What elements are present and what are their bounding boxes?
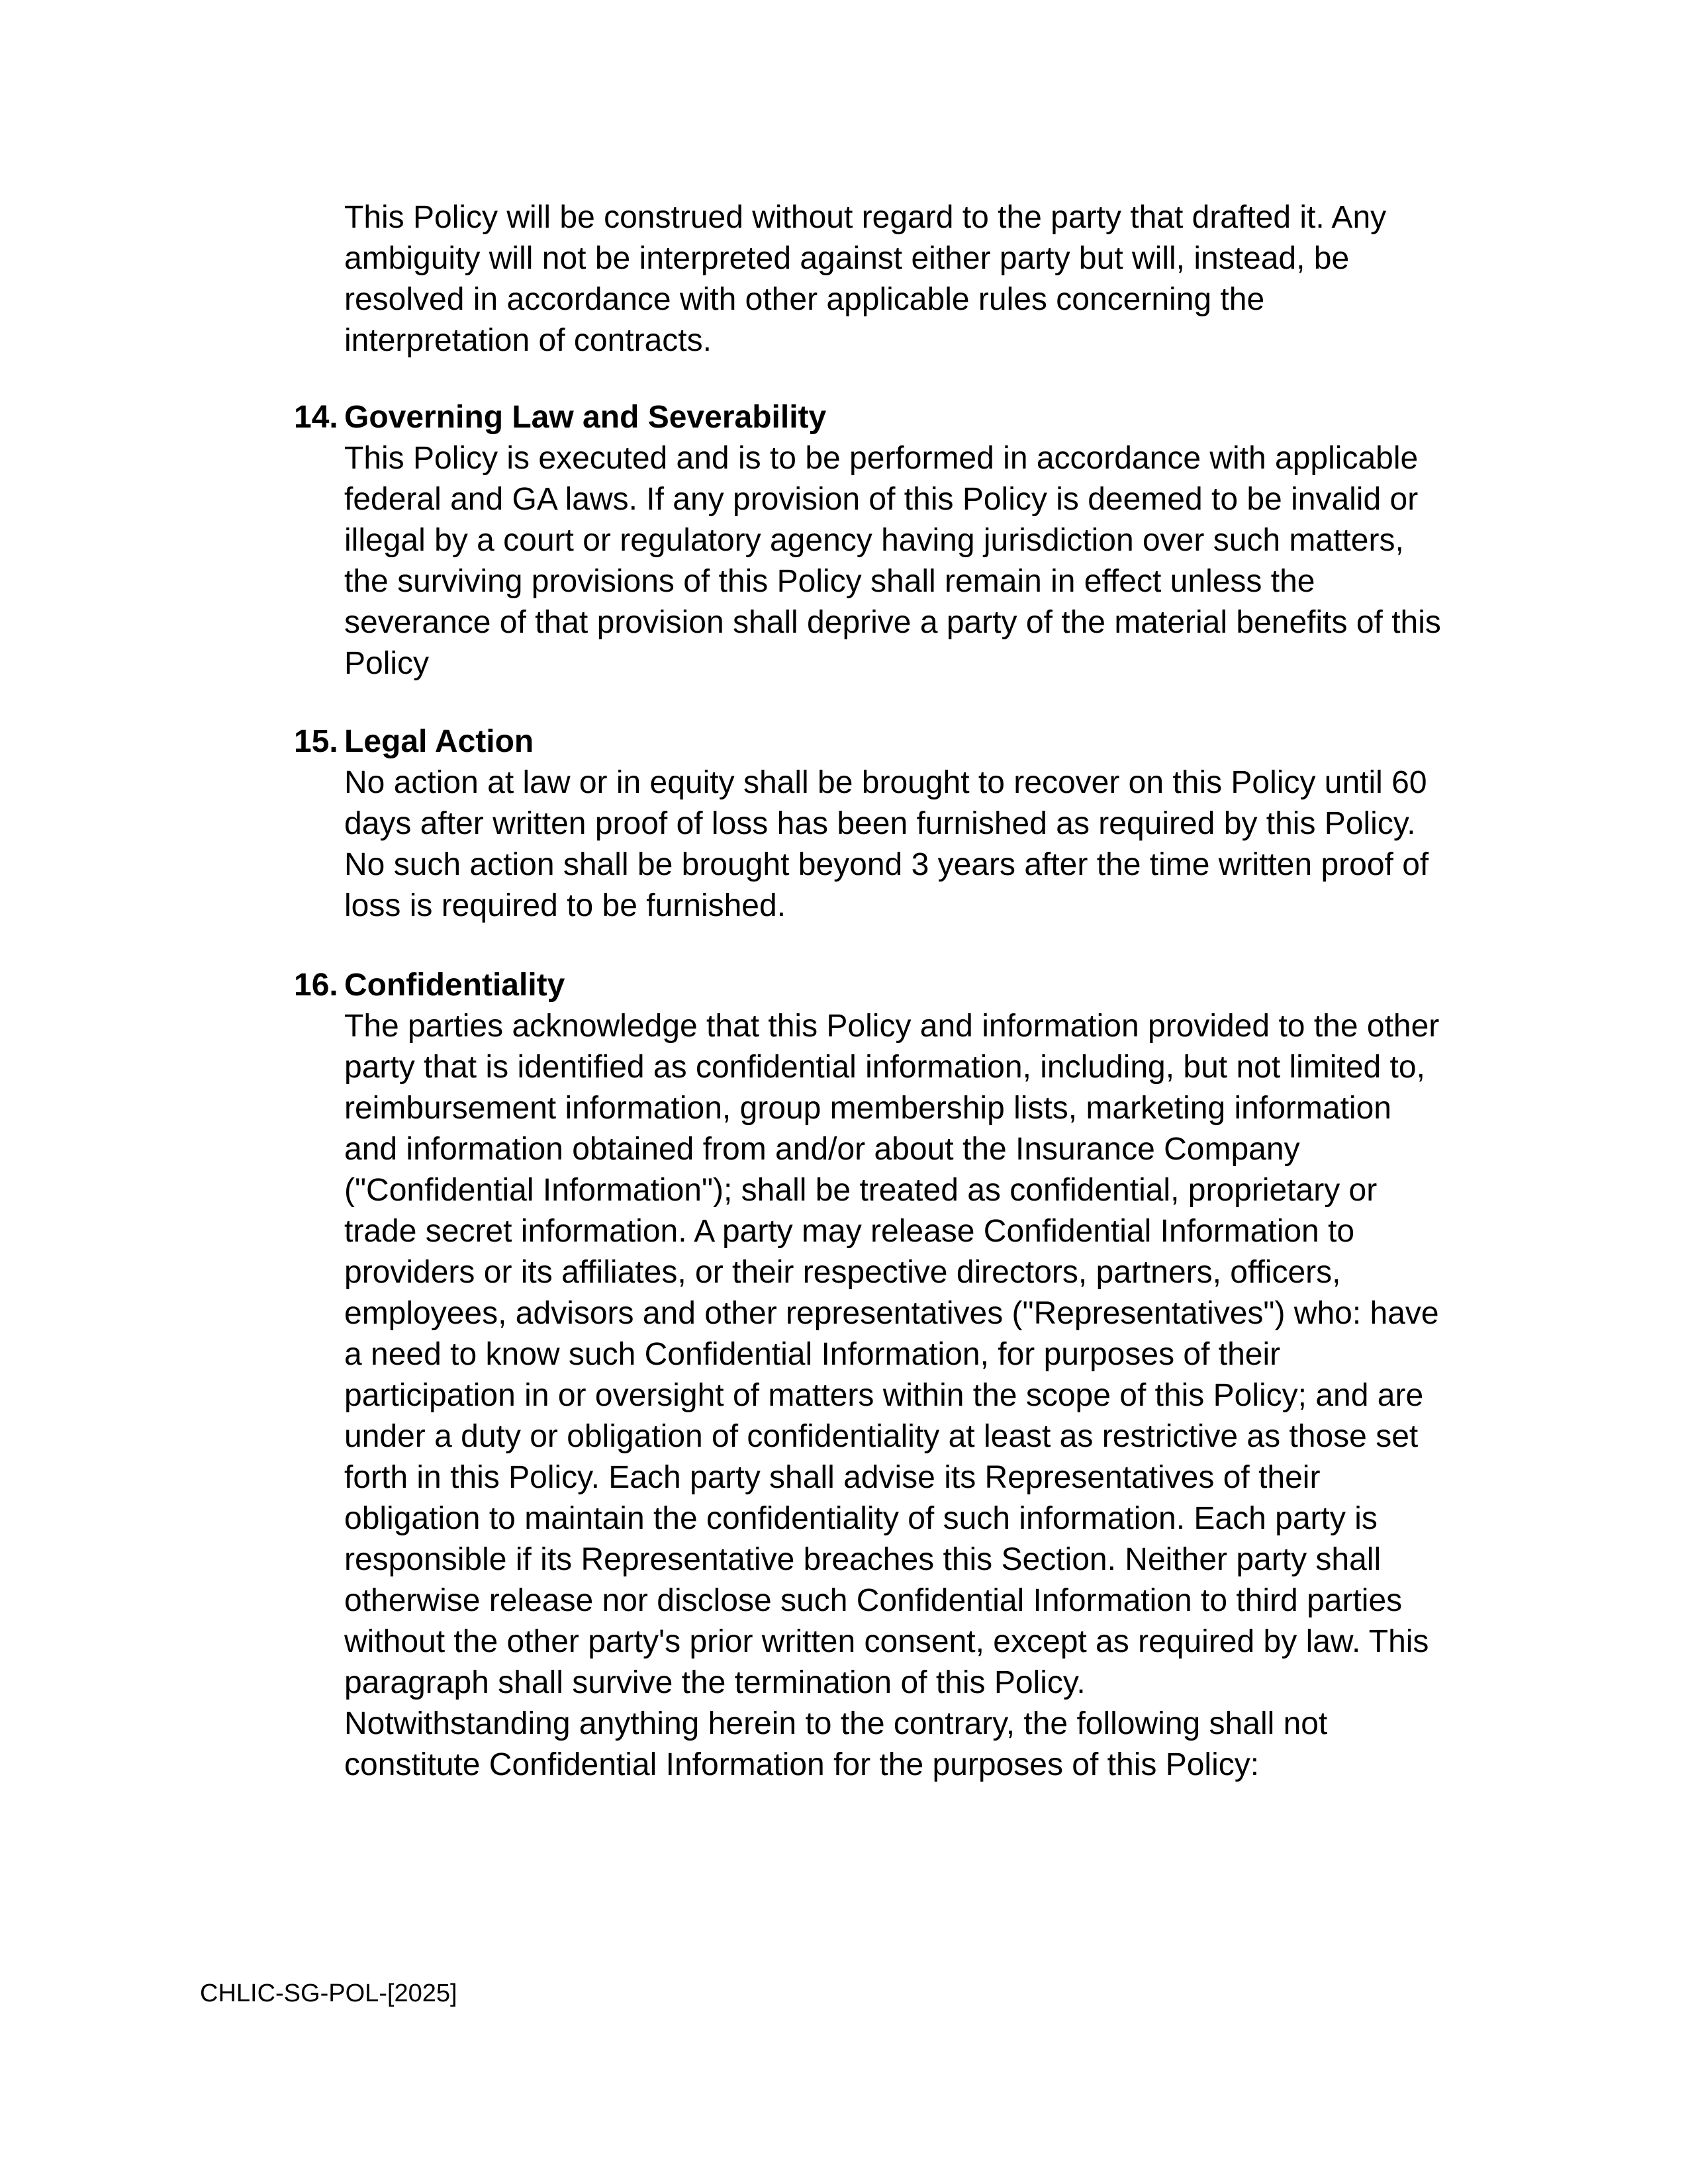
text-line: days after written proof of loss has been furnished as required by this Policy. [344, 806, 1416, 841]
text-line: No action at law or in equity shall be brought to recover on this Policy until 60 [344, 765, 1427, 800]
text-line: under a duty or obligation of confidentiality at least as restrictive as those set [344, 1419, 1419, 1454]
section-16-body [344, 1006, 1496, 1786]
text-line: participation in or oversight of matters within the scope of this Policy; and are [344, 1378, 1424, 1413]
text-line: federal and GA laws. If any provision of this Policy is deemed to be invalid or [344, 482, 1419, 517]
text-line: Policy [344, 646, 430, 681]
section-title: Legal Action [344, 724, 534, 759]
text-line: constitute Confidential Information for the purposes of this Policy: [344, 1747, 1260, 1782]
text-line: the surviving provisions of this Policy shall remain in effect unless the [344, 564, 1315, 599]
footer-document-code: CHLIC-SG-POL-[2025] [200, 1979, 457, 2007]
text-line: responsible if its Representative breaches this Section. Neither party shall [344, 1542, 1382, 1577]
text-line: illegal by a court or regulatory agency having jurisdiction over such matters, [344, 523, 1404, 558]
text-line: otherwise release nor disclose such Confidential Information to third parties [344, 1583, 1403, 1618]
text-line: paragraph shall survive the termination of this Policy. [344, 1665, 1086, 1700]
text-line: party that is identified as confidential information, including, but not limited to, [344, 1050, 1425, 1085]
text-line: interpretation of contracts. [344, 323, 712, 358]
section-14-heading [294, 397, 826, 438]
text-line: and information obtained from and/or about the Insurance Company [344, 1132, 1300, 1167]
section-number: 15. [294, 724, 338, 759]
text-line: obligation to maintain the confidentiality of such information. Each party is [344, 1501, 1378, 1536]
section-title: Governing Law and Severability [344, 400, 827, 435]
text-line: employees, advisors and other representatives ("Representatives") who: have [344, 1296, 1439, 1331]
text-line: This Policy is executed and is to be performed in accordance with applicable [344, 441, 1419, 476]
text-line: The parties acknowledge that this Policy and information provided to the other [344, 1009, 1440, 1044]
text-line: No such action shall be brought beyond 3 years after the time written proof of [344, 847, 1429, 882]
text-line: providers or its affiliates, or their respective directors, partners, officers, [344, 1255, 1341, 1290]
text-line: trade secret information. A party may release Confidential Information to [344, 1214, 1355, 1249]
text-line: Notwithstanding anything herein to the contrary, the following shall not [344, 1706, 1328, 1741]
text-line: a need to know such Confidential Information, for purposes of their [344, 1337, 1281, 1372]
section-number: 14. [294, 400, 338, 435]
text-line: ambiguity will not be interpreted against either party but will, instead, be [344, 241, 1350, 276]
text-line: resolved in accordance with other applicable rules concerning the [344, 282, 1265, 317]
section-16-heading [294, 965, 565, 1006]
section-title: Confidentiality [344, 968, 565, 1003]
text-line: forth in this Policy. Each party shall advise its Representatives of their [344, 1460, 1321, 1495]
section-14-body [344, 438, 1496, 684]
section-15-body [344, 762, 1496, 927]
section-number: 16. [294, 968, 338, 1003]
text-line: ("Confidential Information"); shall be treated as confidential, proprietary or [344, 1173, 1378, 1208]
section-15-heading [294, 721, 534, 762]
text-line: without the other party's prior written consent, except as required by law. This [344, 1624, 1429, 1659]
text-line: loss is required to be furnished. [344, 888, 786, 923]
text-line: This Policy will be construed without regard to the party that drafted it. Any [344, 200, 1387, 235]
intro-paragraph [344, 197, 1496, 361]
text-line: severance of that provision shall deprive a party of the material benefits of this [344, 605, 1441, 640]
text-line: reimbursement information, group membership lists, marketing information [344, 1091, 1391, 1126]
